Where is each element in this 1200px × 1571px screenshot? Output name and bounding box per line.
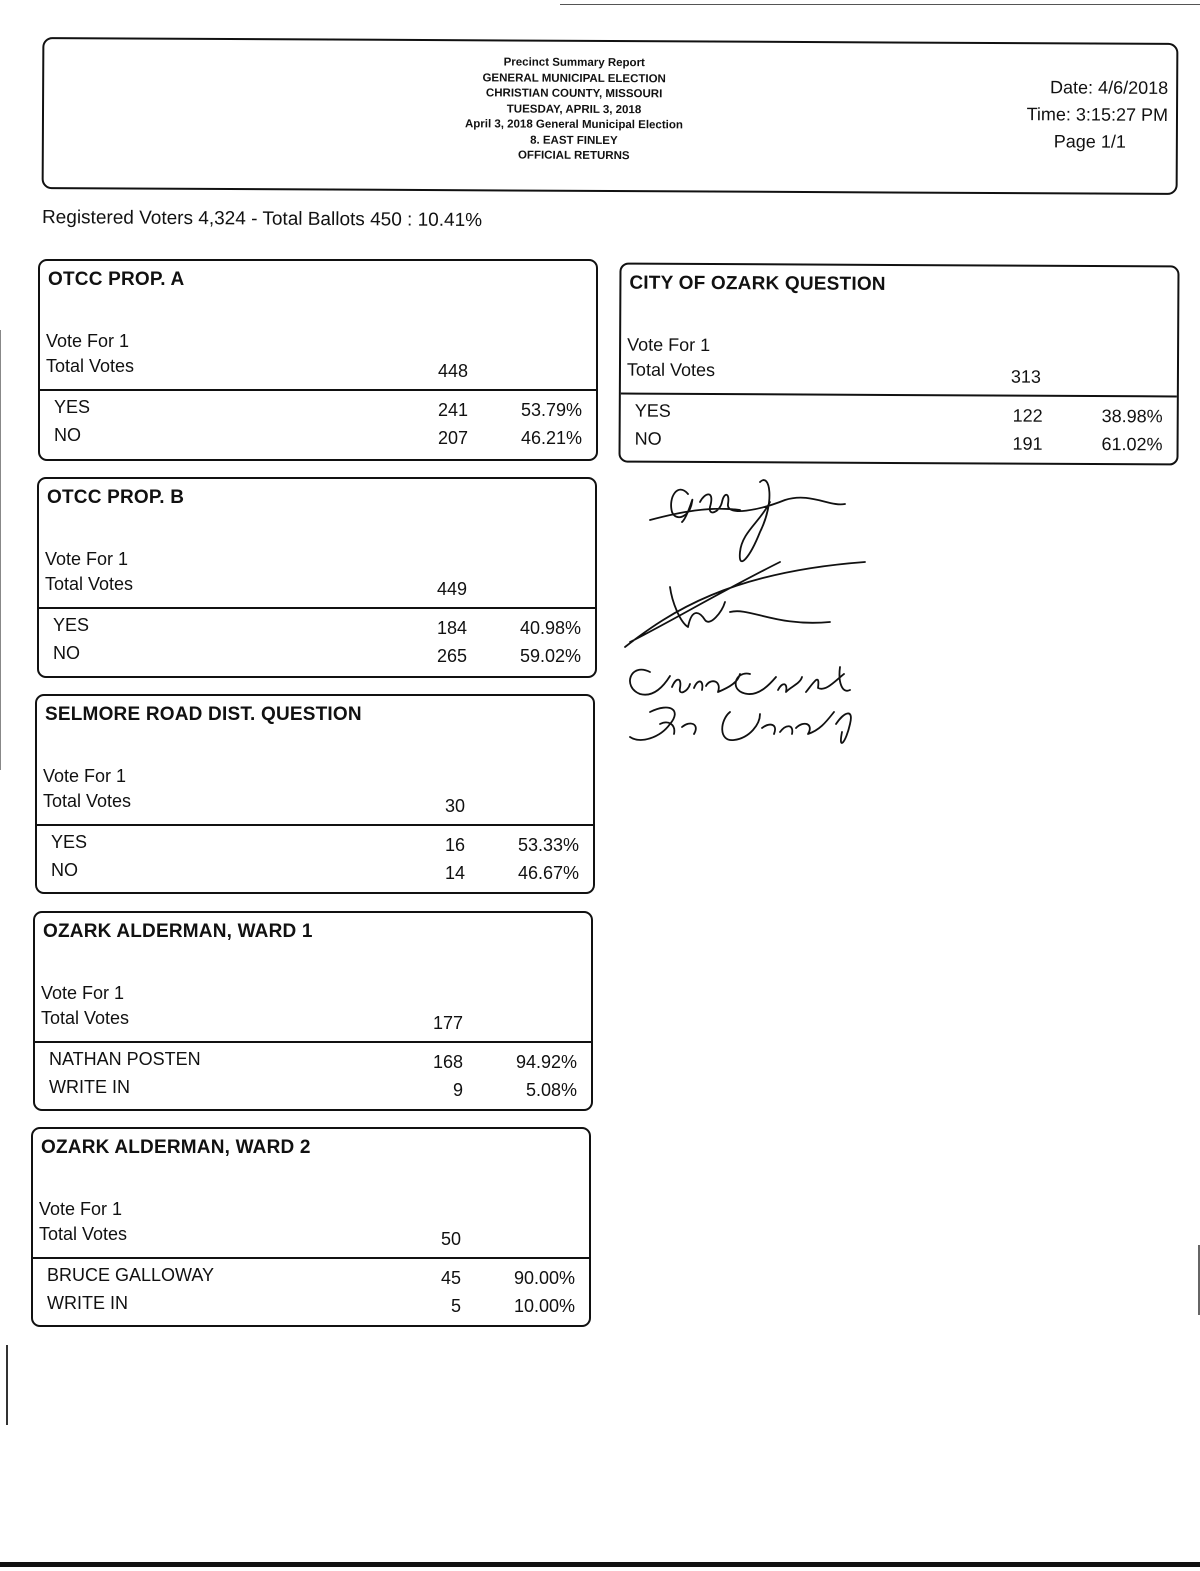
precinct-name: 8. EAST FINLEY (530, 134, 618, 147)
choice-row (54, 425, 582, 451)
scan-edge-left (0, 330, 1, 770)
candidate-row (49, 1077, 577, 1103)
choice-name: NO (53, 643, 80, 663)
divider (621, 393, 1177, 398)
choice-votes: 122 (1012, 405, 1043, 426)
candidate-percent: 5.08% (525, 1080, 577, 1100)
choice-row (53, 615, 581, 641)
candidate-votes: 45 (440, 1268, 461, 1288)
total-votes-value: 449 (436, 579, 467, 599)
candidate-name: NATHAN POSTEN (49, 1049, 201, 1069)
candidate-row (47, 1265, 575, 1291)
vote-for: Vote For 1 (43, 766, 127, 786)
choice-row (51, 860, 579, 886)
contest-ozark-alderman-ward-2 (31, 1127, 591, 1327)
report-title: Precinct Summary Report (503, 56, 645, 70)
contest-title: CITY OF OZARK QUESTION (629, 272, 886, 295)
choice-row (635, 429, 1163, 458)
divider (33, 1257, 589, 1259)
choice-name: YES (54, 397, 91, 417)
choice-percent: 38.98% (1101, 406, 1163, 427)
choice-percent: 53.33% (517, 835, 579, 855)
candidate-votes: 5 (450, 1296, 461, 1316)
total-votes-label: Total Votes (46, 356, 135, 376)
choice-votes: 191 (1012, 433, 1043, 454)
report-page: Page 1/1 (1053, 131, 1126, 152)
vote-for: Vote For 1 (41, 983, 125, 1003)
report-header (42, 37, 1179, 195)
vote-for: Vote For 1 (39, 1199, 123, 1219)
vote-for: Vote For 1 (45, 549, 129, 569)
choice-percent: 40.98% (519, 618, 581, 638)
candidate-row (47, 1293, 575, 1319)
candidate-percent: 90.00% (513, 1268, 575, 1288)
choice-row (51, 832, 579, 858)
candidate-name: WRITE IN (47, 1293, 128, 1313)
report-meta (1026, 74, 1168, 156)
choice-name: YES (53, 615, 90, 635)
scan-edge-top (560, 4, 1200, 5)
divider (35, 1041, 591, 1043)
choice-votes: 265 (436, 646, 467, 666)
report-date: Date: 4/6/2018 (1050, 77, 1169, 98)
choice-percent: 46.67% (517, 863, 579, 883)
candidate-percent: 94.92% (515, 1052, 577, 1072)
choice-percent: 53.79% (520, 400, 582, 420)
choice-name: NO (51, 860, 78, 880)
contest-selmore-road-dist (35, 694, 595, 894)
vote-for: Vote For 1 (627, 334, 711, 356)
total-votes-value: 50 (440, 1229, 461, 1249)
total-votes-label: Total Votes (45, 574, 134, 594)
choice-row (53, 643, 581, 669)
contest-otcc-prop-a (38, 259, 598, 461)
choice-percent: 59.02% (519, 646, 581, 666)
signature-3 (630, 667, 850, 695)
total-votes-value: 177 (432, 1013, 463, 1033)
total-votes-value: 448 (437, 361, 468, 381)
contest-title: OTCC PROP. B (47, 487, 185, 508)
candidate-votes: 168 (432, 1052, 463, 1072)
scan-edge-bottom (0, 1562, 1200, 1567)
contest-ozark-alderman-ward-1 (33, 911, 593, 1111)
contest-title: OZARK ALDERMAN, WARD 2 (41, 1137, 311, 1158)
choice-row (635, 401, 1163, 430)
choice-votes: 14 (444, 863, 465, 883)
contest-city-of-ozark-question (618, 263, 1179, 466)
total-votes-value: 313 (1010, 366, 1041, 387)
choice-row (54, 397, 582, 423)
total-votes-label: Total Votes (626, 359, 716, 381)
county-name: CHRISTIAN COUNTY, MISSOURI (485, 87, 663, 101)
signatures-block (610, 462, 890, 762)
scan-edge-left-lower (6, 1345, 8, 1425)
election-day: TUESDAY, APRIL 3, 2018 (506, 102, 642, 116)
divider (37, 824, 593, 826)
signature-2 (625, 562, 865, 647)
contest-title: SELMORE ROAD DIST. QUESTION (45, 704, 362, 725)
election-label: April 3, 2018 General Municipal Election (464, 118, 683, 132)
choice-name: YES (51, 832, 88, 852)
choice-name: YES (634, 400, 671, 421)
signature-1 (650, 480, 845, 561)
divider (40, 389, 596, 391)
choice-votes: 184 (436, 618, 467, 638)
choice-votes: 207 (437, 428, 468, 448)
choice-votes: 16 (444, 835, 465, 855)
election-name: GENERAL MUNICIPAL ELECTION (482, 71, 666, 85)
candidate-name: BRUCE GALLOWAY (47, 1265, 215, 1285)
choice-votes: 241 (437, 400, 468, 420)
contest-title: OZARK ALDERMAN, WARD 1 (43, 921, 313, 942)
choice-percent: 46.21% (520, 428, 582, 448)
candidate-percent: 10.00% (513, 1296, 575, 1316)
candidate-name: WRITE IN (49, 1077, 130, 1097)
total-votes-label: Total Votes (41, 1008, 130, 1028)
choice-percent: 61.02% (1101, 434, 1163, 455)
report-title-block (414, 55, 735, 165)
turnout-summary: Registered Voters 4,324 - Total Ballots 450 : 10.41% (41, 207, 483, 232)
contest-title: OTCC PROP. A (48, 269, 185, 290)
candidate-row (49, 1049, 577, 1075)
candidate-votes: 9 (452, 1080, 463, 1100)
divider (39, 607, 595, 609)
total-votes-label: Total Votes (39, 1224, 128, 1244)
vote-for: Vote For 1 (46, 331, 130, 351)
signature-4 (630, 708, 851, 743)
total-votes-value: 30 (444, 796, 465, 816)
contest-otcc-prop-b (37, 477, 597, 678)
report-time: Time: 3:15:27 PM (1026, 104, 1169, 125)
total-votes-label: Total Votes (43, 791, 132, 811)
returns-type: OFFICIAL RETURNS (517, 149, 630, 163)
choice-name: NO (634, 428, 662, 449)
choice-name: NO (54, 425, 81, 445)
